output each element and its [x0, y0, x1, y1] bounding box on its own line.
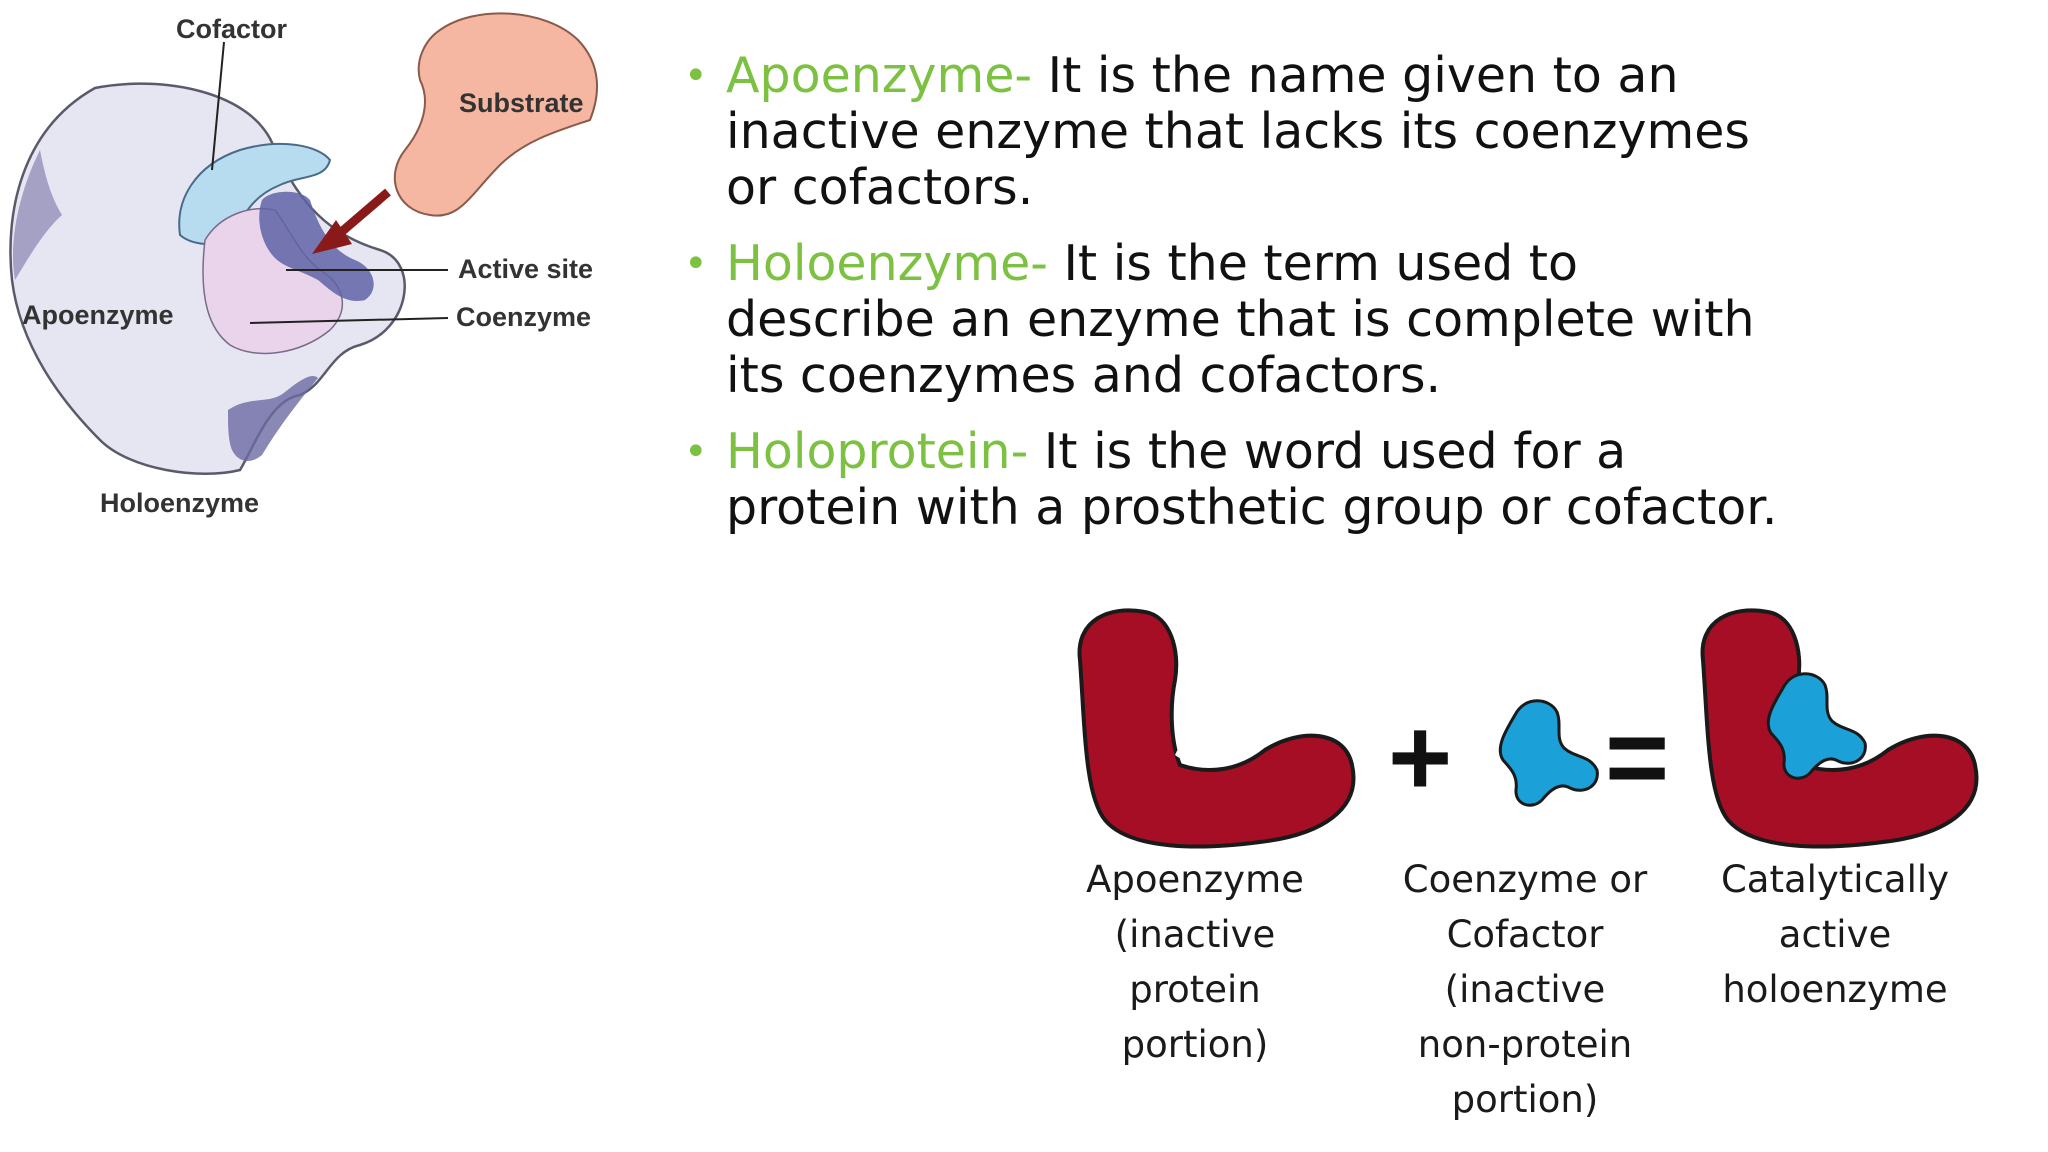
- label-substrate: Substrate: [459, 88, 584, 118]
- bullet-dot-icon: •: [684, 241, 708, 287]
- equals-sign: =: [1605, 696, 1670, 819]
- cofactor-shape: [1500, 701, 1597, 805]
- definition-text: It is the word used for a protein with a prosthetic group or cofactor.: [726, 423, 1778, 536]
- bullet-dot-icon: •: [684, 53, 708, 99]
- label-apoenzyme: Apoenzyme: [22, 300, 174, 330]
- enzyme-diagram: [0, 0, 620, 540]
- term-holoenzyme: Holoenzyme-: [726, 235, 1048, 292]
- definition-list: [680, 48, 1780, 556]
- bound-cofactor-shape: [1768, 674, 1865, 778]
- definition-holoenzyme: [680, 236, 1780, 404]
- definition-apoenzyme: [680, 48, 1780, 216]
- apoenzyme-shape: [1080, 610, 1354, 846]
- label-holoenzyme: Holoenzyme: [100, 488, 260, 518]
- holoenzyme-equation-diagram: [1070, 600, 1990, 860]
- label-coenzyme: Coenzyme: [456, 302, 592, 332]
- label-cofactor: Cofactor: [176, 14, 288, 44]
- term-holoprotein: Holoprotein-: [726, 423, 1029, 480]
- plus-sign: +: [1388, 696, 1453, 819]
- apoenzyme-notch: [1175, 743, 1198, 760]
- caption-apoenzyme: Apoenzyme (inactive protein portion): [1086, 858, 1304, 1066]
- definition-text: It is the name given to an inactive enzyme that lacks its coenzymes or cofactors.: [726, 47, 1750, 216]
- term-apoenzyme: Apoenzyme-: [726, 47, 1033, 104]
- caption-holoenzyme: Catalytically active holoenzyme: [1720, 858, 1950, 1011]
- label-active-site: Active site: [458, 254, 594, 284]
- definition-text: It is the term used to describe an enzyme that is complete with its coenzymes and cofactors.: [726, 235, 1755, 404]
- bullet-dot-icon: •: [684, 429, 708, 475]
- caption-cofactor: Coenzyme or Cofactor (inactive non-protein portion): [1402, 858, 1648, 1121]
- definition-holoprotein: [680, 424, 1780, 536]
